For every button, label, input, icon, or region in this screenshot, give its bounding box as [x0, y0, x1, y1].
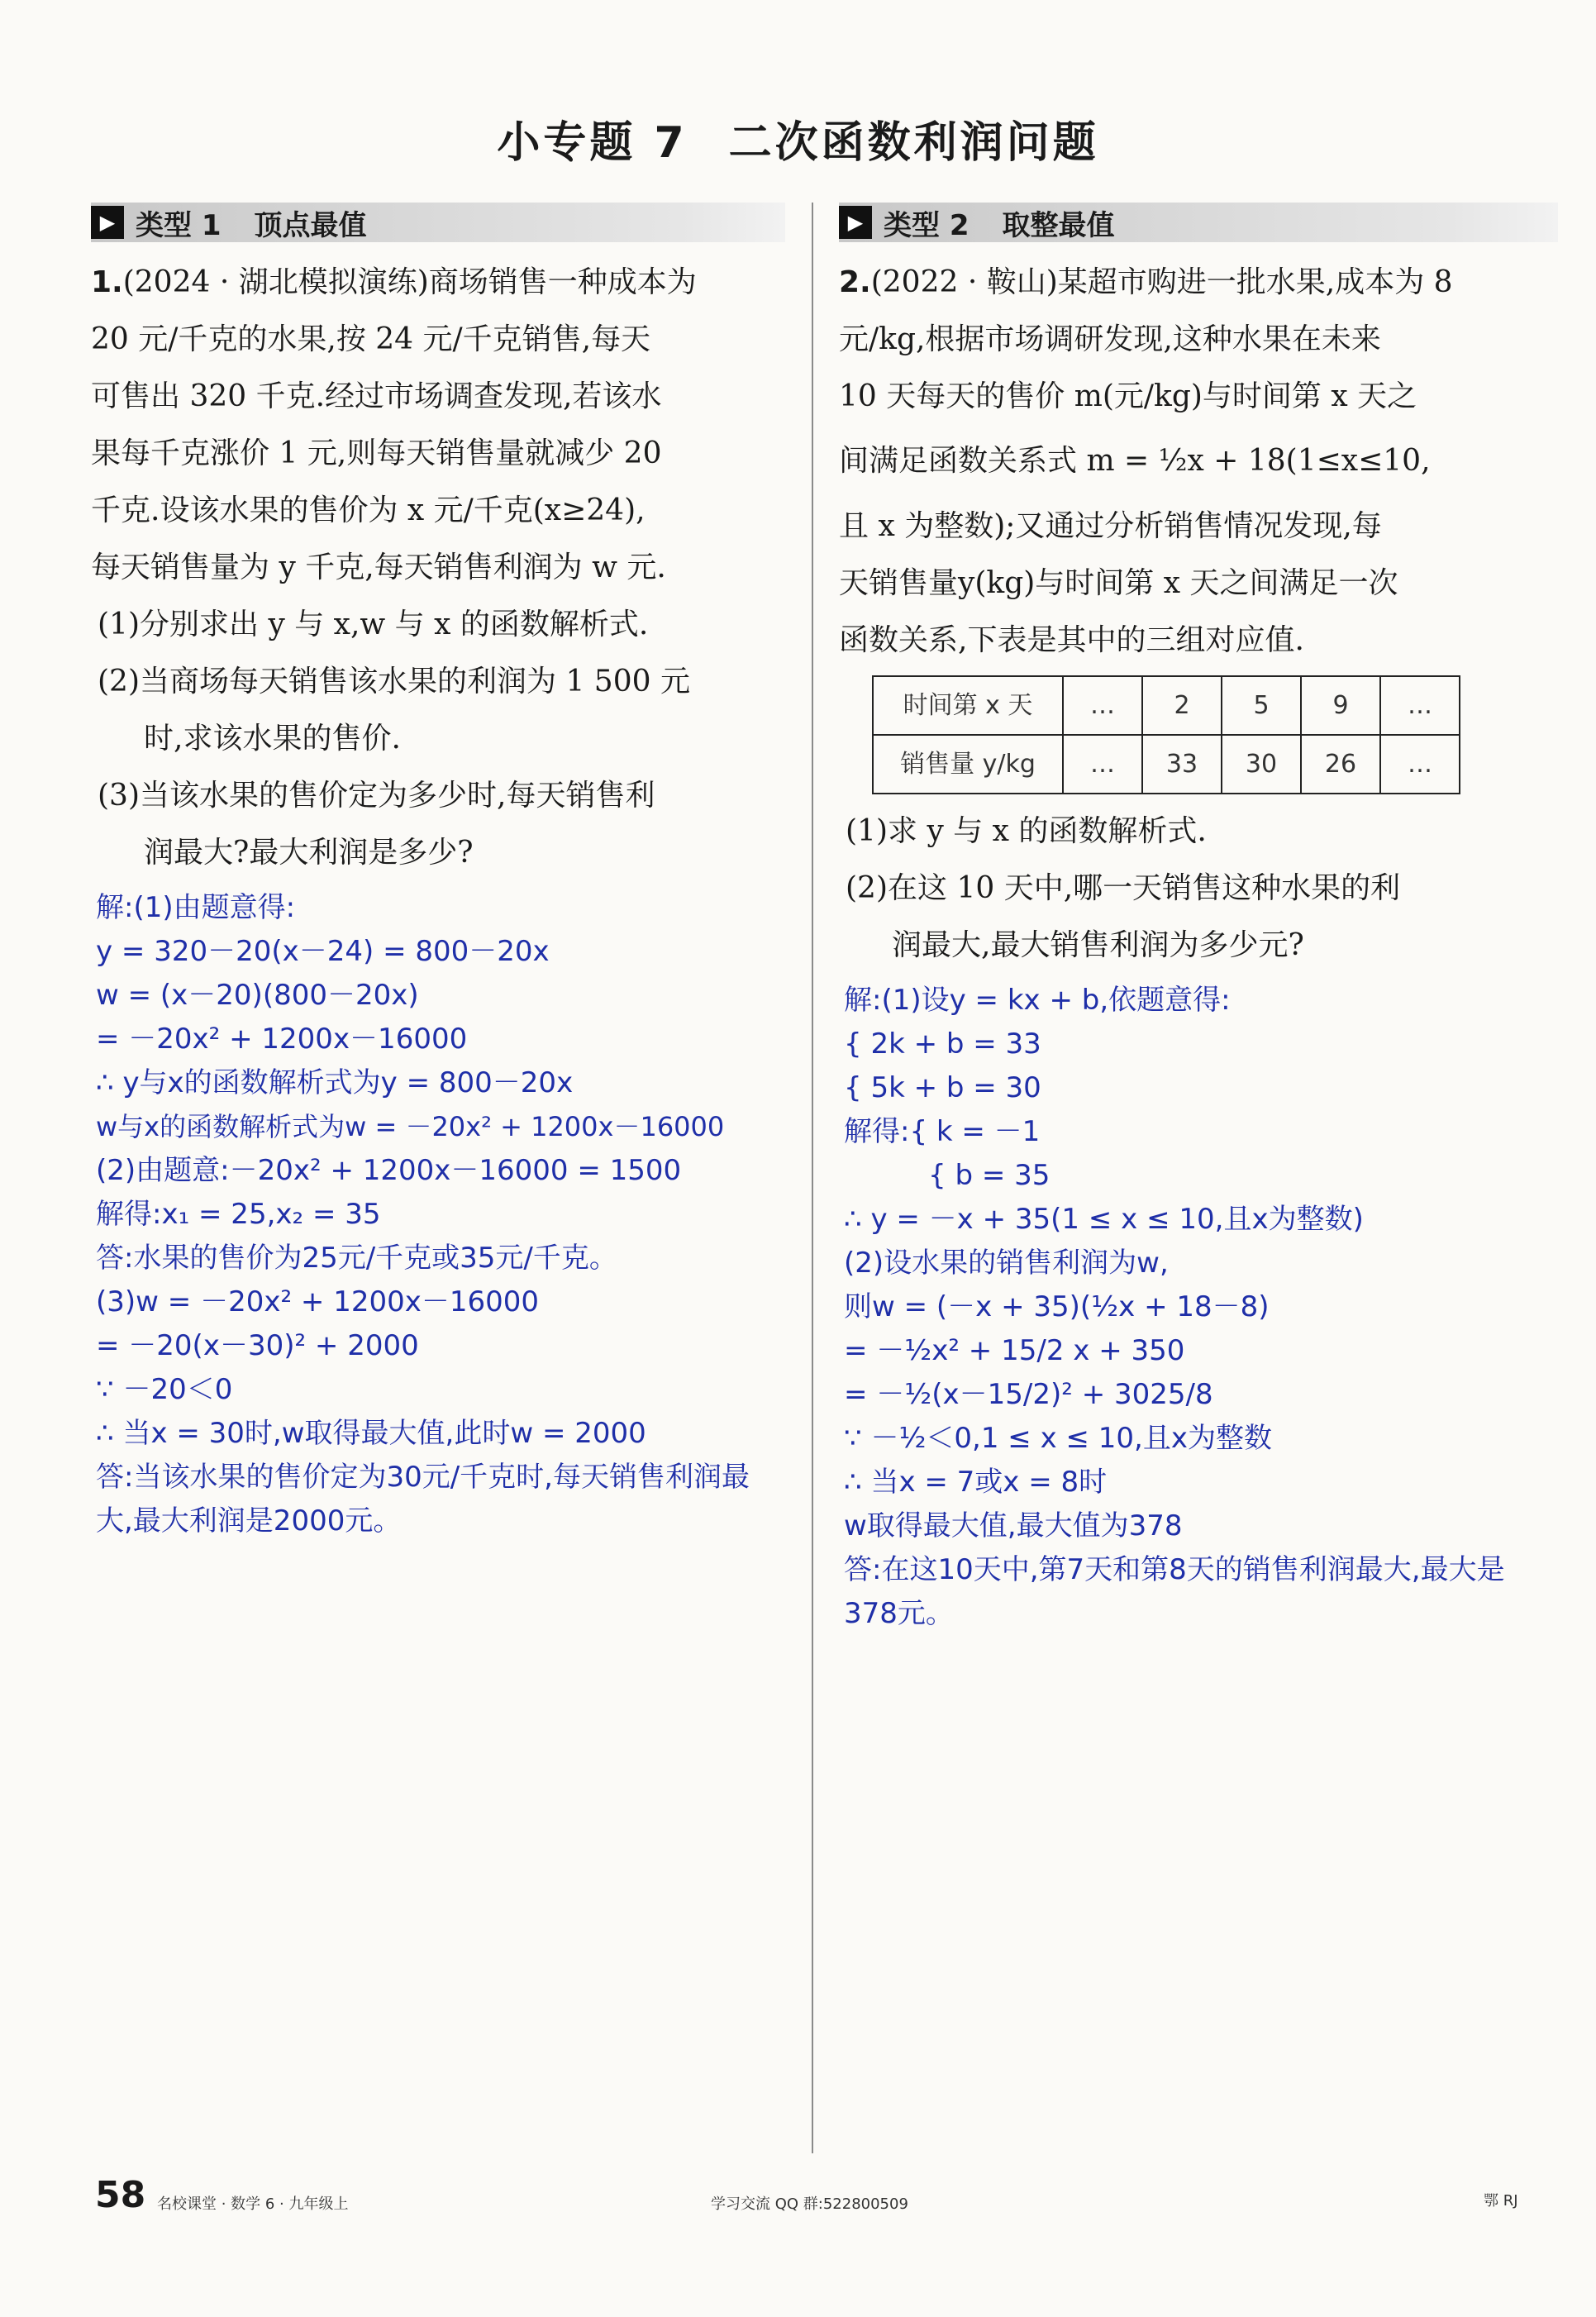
question-2 [839, 254, 1558, 974]
question-line: 果每千克涨价 1 元,则每天销售量就减少 20 [91, 436, 662, 470]
table-cell: … [1063, 735, 1142, 794]
answer-line: w = (x－20)(800－20x) [96, 979, 419, 1012]
page-number: 58 [95, 2174, 146, 2216]
answer-line: { 5k + b = 30 [844, 1071, 1041, 1104]
question-line: 2.(2022 · 鞍山)某超市购进一批水果,成本为 8 [839, 265, 1453, 299]
question-number: 1. [91, 265, 123, 299]
question-line: 每天销售量为 y 千克,每天销售利润为 w 元. [91, 551, 666, 584]
column-divider [812, 203, 813, 2153]
section-label: 类型 1 [136, 208, 222, 242]
table-row [873, 676, 1460, 735]
answer-line: = －20(x－30)² + 2000 [96, 1329, 419, 1362]
sub-question-3-cont: 润最大?最大利润是多少? [144, 836, 474, 870]
answer-line: 则w = (－x + 35)(½x + 18－8) [844, 1290, 1270, 1323]
answer-line: ∴ y = －x + 35(1 ≤ x ≤ 10,且x为整数) [844, 1203, 1364, 1236]
answer-line: 解:(1)由题意得: [96, 891, 296, 924]
answer-2 [839, 979, 1558, 1636]
title-topic-number: 小专题 7 [497, 118, 688, 168]
answer-line: 答:当该水果的售价定为30元/千克时,每天销售利润最大,最大利润是2000元。 [96, 1461, 750, 1538]
sub-question-2: (2)当商场每天销售该水果的利润为 1 500 元 [98, 665, 690, 698]
question-line: 可售出 320 千克.经过市场调查发现,若该水 [91, 379, 662, 413]
answer-line: (3)w = －20x² + 1200x－16000 [96, 1285, 539, 1318]
question-line: 且 x 为整数);又通过分析销售情况发现,每 [839, 509, 1382, 543]
question-line: 元/kg,根据市场调研发现,这种水果在未来 [839, 322, 1381, 356]
sub-question-3: (3)当该水果的售价定为多少时,每天销售利 [98, 779, 655, 813]
answer-line: 答:水果的售价为25元/千克或35元/千克。 [96, 1242, 617, 1275]
play-triangle-icon: ▶ [91, 206, 124, 239]
answer-1 [91, 886, 785, 1543]
data-table [872, 675, 1460, 794]
sub-question-2-cont: 时,求该水果的售价. [144, 722, 401, 756]
footer-qq-group: 学习交流 QQ 群:522800509 [711, 2195, 908, 2213]
section-name: 顶点最值 [254, 208, 367, 242]
play-triangle-icon: ▶ [839, 206, 872, 239]
answer-line: 答:在这10天中,第7天和第8天的销售利润最大,最大是378元。 [844, 1553, 1505, 1630]
answer-line: ∴ 当x = 7或x = 8时 [844, 1466, 1108, 1499]
sub-question-1: (1)求 y 与 x 的函数解析式. [846, 814, 1207, 848]
answer-line: y = 320－20(x－24) = 800－20x [96, 935, 550, 968]
question-1 [91, 254, 785, 881]
table-cell: 2 [1142, 676, 1222, 735]
table-cell: 30 [1222, 735, 1301, 794]
section-header-type2 [839, 203, 1558, 242]
section-header-type1 [91, 203, 785, 242]
answer-line: w取得最大值,最大值为378 [844, 1509, 1183, 1542]
answer-line: (2)设水果的销售利润为w, [844, 1247, 1169, 1280]
answer-line: = －20x² + 1200x－16000 [96, 1023, 468, 1056]
left-column [91, 203, 785, 1543]
sub-question-2-cont: 润最大,最大销售利润为多少元? [892, 928, 1304, 962]
question-number: 2. [839, 265, 871, 299]
section-name: 取整最值 [1002, 208, 1115, 242]
sub-question-2: (2)在这 10 天中,哪一天销售这种水果的利 [846, 871, 1401, 905]
answer-line: ∴ 当x = 30时,w取得最大值,此时w = 2000 [96, 1417, 646, 1450]
answer-line: ∴ y与x的函数解析式为y = 800－20x [96, 1066, 574, 1099]
question-line: 20 元/千克的水果,按 24 元/千克销售,每天 [91, 322, 651, 356]
question-line: 千克.设该水果的售价为 x 元/千克(x≥24), [91, 493, 646, 527]
answer-line: { 2k + b = 33 [844, 1027, 1041, 1061]
title-topic-name: 二次函数利润问题 [728, 118, 1099, 168]
section-label: 类型 2 [884, 208, 970, 242]
table-cell: … [1380, 676, 1460, 735]
answer-line: ∵ －20＜0 [96, 1373, 233, 1406]
answer-line: (2)由题意:－20x² + 1200x－16000 = 1500 [96, 1154, 682, 1187]
page-title [0, 107, 1596, 169]
right-column [839, 203, 1558, 1636]
table-cell: 销售量 y/kg [873, 735, 1063, 794]
table-cell: … [1380, 735, 1460, 794]
answer-line: = －½x² + 15/2 x + 350 [844, 1334, 1185, 1367]
answer-line: ∵ －½＜0,1 ≤ x ≤ 10,且x为整数 [844, 1422, 1272, 1455]
sub-question-1: (1)分别求出 y 与 x,w 与 x 的函数解析式. [98, 608, 649, 641]
table-cell: … [1063, 676, 1142, 735]
question-line: 函数关系,下表是其中的三组对应值. [839, 623, 1304, 657]
table-cell: 33 [1142, 735, 1222, 794]
answer-line: 解:(1)设y = kx + b,依题意得: [844, 984, 1231, 1017]
table-cell: 5 [1222, 676, 1301, 735]
table-cell: 时间第 x 天 [873, 676, 1063, 735]
answer-line: { b = 35 [844, 1159, 1051, 1192]
question-line: 10 天每天的售价 m(元/kg)与时间第 x 天之 [839, 379, 1417, 413]
table-cell: 26 [1301, 735, 1380, 794]
footer-edition-tag: 鄂 RJ [1484, 2192, 1518, 2210]
footer-book-title: 名校课堂 · 数学 6 · 九年级上 [157, 2195, 349, 2213]
question-line: 1.(2024 · 湖北模拟演练)商场销售一种成本为 [91, 265, 697, 299]
answer-line: 解得:x₁ = 25,x₂ = 35 [96, 1198, 381, 1231]
answer-line: = －½(x－15/2)² + 3025/8 [844, 1378, 1213, 1411]
table-cell: 9 [1301, 676, 1380, 735]
question-line: 间满足函数关系式 m = ½x + 18(1≤x≤10, [839, 444, 1431, 478]
answer-line: 解得:{ k = －1 [844, 1115, 1041, 1148]
answer-line: w与x的函数解析式为w = －20x² + 1200x－16000 [96, 1111, 725, 1142]
question-line: 天销售量y(kg)与时间第 x 天之间满足一次 [839, 566, 1398, 600]
table-row [873, 735, 1460, 794]
